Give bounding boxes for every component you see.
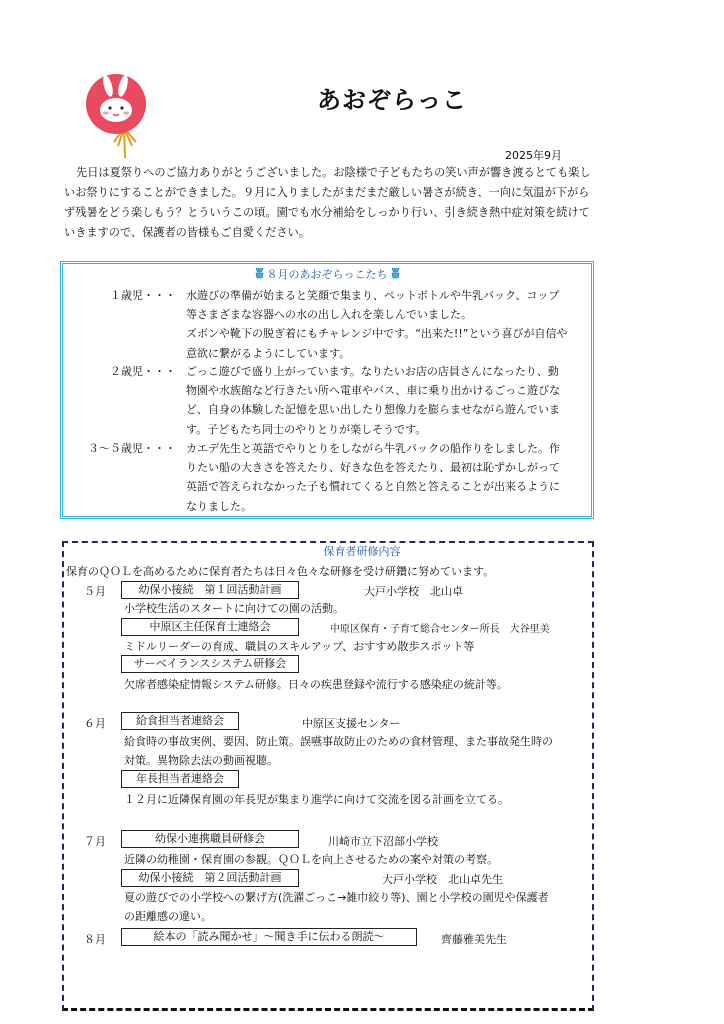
age-text-line: りたい船の大きさを答えたり、好きな色を答えたり、最初は恥ずかしがって xyxy=(186,461,560,475)
age-text-line: 等さまざまな容器への水の出し入れを楽しんでいました。 xyxy=(186,308,472,322)
age-text xyxy=(186,286,591,363)
training-desc xyxy=(124,790,590,809)
training-place: 中原区保育・子育て総合センター所長 大谷里美 xyxy=(330,624,550,635)
training-name-box: 幼保小連携職員研修会 xyxy=(121,830,299,848)
training-desc xyxy=(124,637,590,656)
issue-date: 2025年9月 xyxy=(505,149,562,162)
age-text-line: なりました。 xyxy=(186,499,252,513)
training-place: 齊藤雅美先生 xyxy=(441,933,507,946)
training-title: 保育者研修内容 xyxy=(323,545,401,558)
month-label-aug: ８月 xyxy=(84,933,106,946)
training-desc-line: 欠席者感染症情報システム研修。日々の疾患登録や流行する感染症の統計等。 xyxy=(124,678,508,691)
training-desc-line: 夏の遊びでの小学校への繋げ方(洗濯ごっこ→雑巾絞り等)、園と小学校の園児や保護者 xyxy=(124,891,549,904)
age-text-line: 物園や水族館など行きたい所へ電車やバス、車に乗り出かけるごっこ遊びな xyxy=(186,384,561,398)
training-desc-line: の距離感の違い。 xyxy=(124,910,212,923)
training-desc xyxy=(124,675,590,694)
training-name-box: 幼保小接続 第１回活動計画 xyxy=(121,581,299,599)
training-desc-line: 近隣の幼稚園・保育園の参観。ＱＯＬを向上させるための案や対策の考察。 xyxy=(124,853,498,866)
age-label: ３～５歳児・・・ xyxy=(88,442,176,455)
age-text-line: す。子どもたち同士のやりとりが楽しそうです。 xyxy=(186,422,427,436)
intro-text: 先日は夏祭りへのご協力ありがとうございました。お陰様で子どもたちの笑い声が響き渡るとても楽しいお祭りにすることができました。９月に入りましたがまだまだ厳しい暑さが続き、一向に気温が下がらず残暑をどう楽しもう？とういうこの頃。園でも水分補給をしっかり行い、引き続き熱中症対策を続けていきますので、保護者の皆様もご自愛ください。 xyxy=(64,166,591,239)
age-text-line: ごっこ遊びで盛り上がっています。なりたいお店の店員さんになったり、動 xyxy=(186,365,559,378)
training-name-box: 年長担当者連絡会 xyxy=(121,770,239,788)
swimsuit-icon xyxy=(255,268,264,279)
age-label: ２歳児・・・ xyxy=(110,365,176,378)
training-desc-line: １２月に近隣保育園の年長児が集まり進学に向けて交流を図る計画を立てる。 xyxy=(124,793,509,806)
training-name-box: 中原区主任保育士連絡会 xyxy=(121,618,299,636)
age-text xyxy=(186,439,591,516)
training-desc xyxy=(124,850,590,869)
swimsuit-icon xyxy=(391,268,400,279)
training-name-box: 幼保小接続 第２回活動計画 xyxy=(121,869,299,887)
training-place: 大戸小学校 北山卓先生 xyxy=(382,873,503,886)
age-label: １歳児・・・ xyxy=(110,289,176,302)
training-name-box: 給食担当者連絡会 xyxy=(121,712,239,730)
newsletter-title: あおぞらっこ xyxy=(317,86,467,114)
august-box-title xyxy=(63,266,591,282)
training-desc-line: ミドルリーダーの育成、職員のスキルアップ、おすすめ散歩スポット等 xyxy=(124,640,475,653)
training-place: 大戸小学校 北山卓 xyxy=(364,585,463,598)
august-box-title-text: ８月のあおぞらっこたち xyxy=(266,268,388,281)
training-intro: 保育のＱＯＬを高めるために保育者たちは日々色々な研修を受け研鑽に努めています。 xyxy=(66,565,495,578)
age-text xyxy=(186,362,591,439)
training-desc-line: 対策。異物除去法の動画視聴。 xyxy=(124,754,278,767)
training-name-box: 絵本の「読み聞かせ」～聞き手に伝わる朗読～ xyxy=(121,928,417,946)
training-place: 中原区支援センター xyxy=(302,717,401,730)
age-text-line: ど、自身の体験した記憶を思い出したり想像力を膨らませながら遊んでいま xyxy=(186,403,560,417)
month-label-jun: ６月 xyxy=(84,717,106,730)
age-text-line: 水遊びの準備が始まると笑顔で集まり、ペットボトルや牛乳パック、コップ xyxy=(186,289,560,302)
age-text-line: カエデ先生と英語でやりとりをしながら牛乳パックの船作りをしました。作 xyxy=(186,442,560,455)
training-desc xyxy=(124,888,590,926)
training-desc-line: 小学校生活のスタートに向けての園の活動。 xyxy=(124,602,344,615)
august-kids-box xyxy=(60,261,594,519)
training-desc xyxy=(124,732,590,770)
age-text-line: 英語で答えられなかった子も慣れてくると自然と答えることが出来るように xyxy=(186,480,560,494)
month-label-jul: ７月 xyxy=(84,835,106,848)
training-name-box: サーベイランスシステム研修会 xyxy=(121,655,299,673)
age-text-line: ズボンや靴下の脱ぎ着にもチャレンジ中です。“出来た!!”という喜びが自信や xyxy=(186,327,568,341)
month-label-may: ５月 xyxy=(84,585,106,598)
age-text-line: 意欲に繋がるようにしています。 xyxy=(186,346,351,360)
training-place: 川崎市立下沼部小学校 xyxy=(328,835,438,848)
training-desc-line: 給食時の事故実例、要因、防止策。誤嚥事故防止のための食材管理、また事故発生時の xyxy=(124,735,553,748)
intro-paragraph xyxy=(64,163,592,243)
training-desc xyxy=(124,599,590,618)
